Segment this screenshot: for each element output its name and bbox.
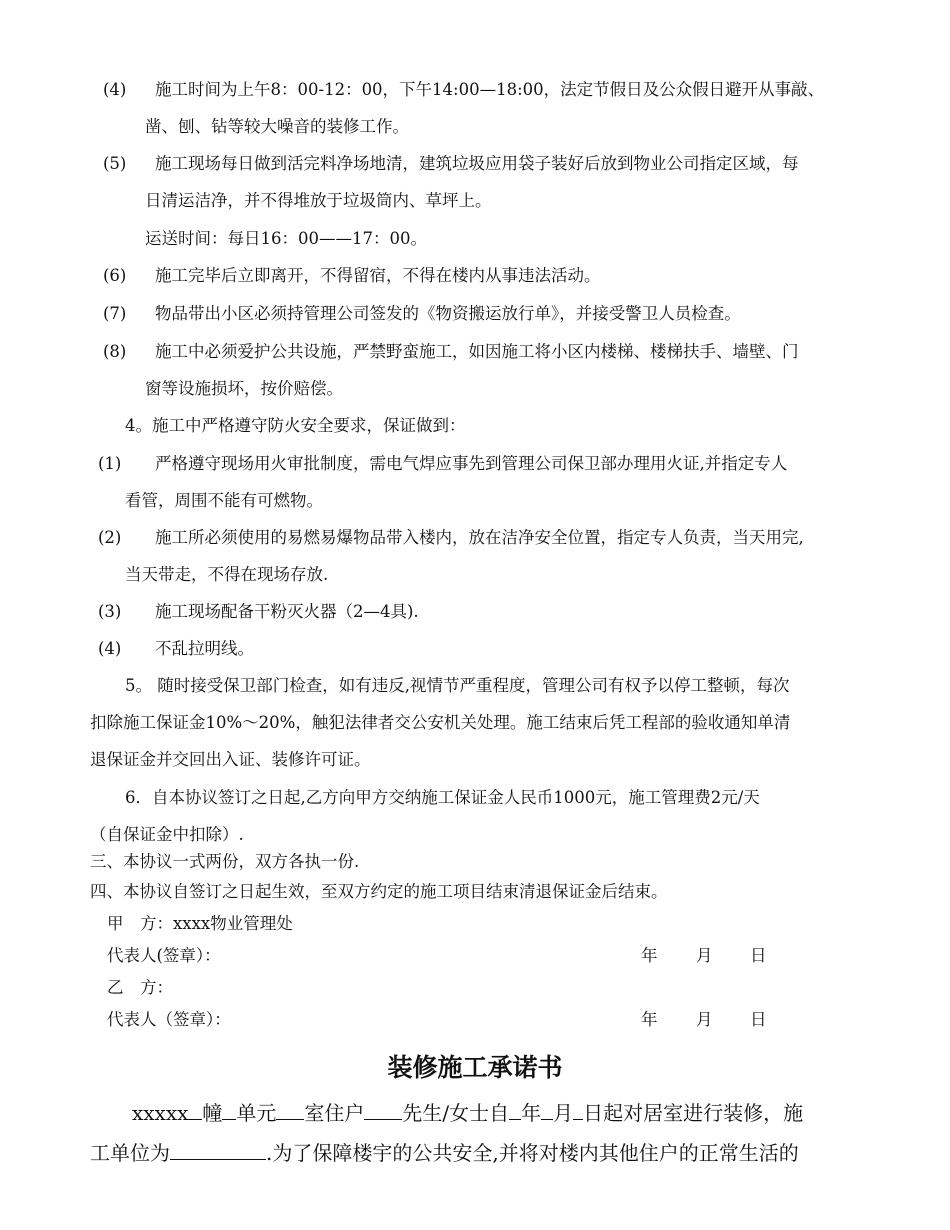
contractor-blank[interactable] bbox=[170, 1141, 266, 1160]
rep-a-signature: 代表人(签章）： bbox=[107, 946, 221, 965]
pledge-paragraph-line-2 bbox=[90, 1140, 799, 1166]
item-text: 当天带走，不得在现场存放. bbox=[125, 565, 329, 584]
year-label: 年 bbox=[641, 1010, 658, 1029]
pledge-paragraph-line-1 bbox=[132, 1100, 803, 1126]
item-number: (5) bbox=[103, 154, 127, 173]
clause-3: 三、本协议一式两份，双方各执一份. bbox=[90, 852, 360, 871]
blank-field[interactable] bbox=[509, 1101, 521, 1120]
blank-field[interactable] bbox=[188, 1101, 202, 1120]
section-5-line: 扣除施工保证金10%～20%，触犯法律者交公安机关处理。施工结束后凭工程部的验收通知单清 bbox=[90, 713, 791, 732]
item-number: (2) bbox=[98, 528, 122, 547]
pledge-text: 日起对居室进行装修，施 bbox=[583, 1101, 804, 1125]
blank-field[interactable] bbox=[541, 1101, 553, 1120]
rep-b-signature: 代表人（签章）： bbox=[107, 1010, 231, 1029]
item-text: 施工现场配备干粉灭火器（2—4具). bbox=[155, 602, 419, 621]
day-label: 日 bbox=[750, 1010, 767, 1029]
day-label: 日 bbox=[750, 946, 767, 965]
pledge-text: 年 bbox=[521, 1101, 542, 1125]
item-text: 看管，周围不能有可燃物。 bbox=[125, 491, 323, 510]
section-5-line: 退保证金并交回出入证、装修许可证。 bbox=[90, 750, 371, 769]
item-text: 施工时间为上午8：00-12：00，下午14:00—18:00，法定节假日及公众假日避开从事敲、 bbox=[155, 80, 825, 99]
blank-field[interactable] bbox=[573, 1101, 583, 1120]
item-text: 日清运洁净，并不得堆放于垃圾筒内、草坪上。 bbox=[145, 191, 492, 210]
blank-field[interactable] bbox=[222, 1101, 236, 1120]
month-label: 月 bbox=[696, 946, 713, 965]
clause-4: 四、本协议自签订之日起生效，至双方约定的施工项目结束清退保证金后结束。 bbox=[90, 882, 668, 901]
month-label: 月 bbox=[696, 1010, 713, 1029]
section-6-line: （自保证金中扣除）. bbox=[90, 825, 244, 844]
pledge-text: 工单位为 bbox=[90, 1141, 170, 1165]
blank-field[interactable] bbox=[276, 1101, 304, 1120]
item-number: (8) bbox=[103, 342, 127, 361]
blank-field[interactable] bbox=[364, 1101, 402, 1120]
party-b: 乙 方： bbox=[107, 978, 173, 997]
party-a: 甲 方：xxxx物业管理处 bbox=[107, 914, 293, 933]
section-6-line: 6．自本协议签订之日起,乙方向甲方交纳施工保证金人民币1000元，施工管理费2元/天 bbox=[125, 788, 760, 807]
pledge-text: 月 bbox=[553, 1101, 574, 1125]
pledge-title: 装修施工承诺书 bbox=[387, 1053, 563, 1082]
item-number: (3) bbox=[98, 602, 122, 621]
item-number: (6) bbox=[103, 266, 127, 285]
item-number: (7) bbox=[103, 304, 127, 323]
pledge-text: 幢 bbox=[202, 1101, 223, 1125]
section-5-line: 5。 随时接受保卫部门检查，如有违反,视情节严重程度，管理公司有权予以停工整顿，每次 bbox=[125, 676, 790, 695]
pledge-text: 室住户 bbox=[304, 1101, 365, 1125]
item-number: (4) bbox=[98, 639, 122, 658]
pledge-text: .为了保障楼宇的公共安全,并将对楼内其他住户的正常生活的 bbox=[266, 1141, 799, 1165]
item-text: 窗等设施损坏，按价赔偿。 bbox=[145, 379, 343, 398]
item-text: 不乱拉明线。 bbox=[155, 639, 254, 658]
year-label: 年 bbox=[641, 946, 658, 965]
pledge-text: xxxxx bbox=[132, 1101, 189, 1125]
item-text: 施工中必须爱护公共设施，严禁野蛮施工，如因施工将小区内楼梯、楼梯扶手、墙壁、门 bbox=[155, 342, 799, 361]
section-4-heading: 4。施工中严格遵守防火安全要求，保证做到： bbox=[125, 416, 466, 435]
item-text: 物品带出小区必须持管理公司签发的《物资搬运放行单》，并接受警卫人员检查。 bbox=[155, 304, 741, 323]
item-text: 施工现场每日做到活完料净场地清，建筑垃圾应用袋子装好后放到物业公司指定区域，每 bbox=[155, 154, 799, 173]
item-text: 施工所必须使用的易燃易爆物品带入楼内，放在洁净安全位置，指定专人负责，当天用完, bbox=[155, 528, 804, 547]
item-number: (1) bbox=[98, 454, 122, 473]
transport-time-note: 运送时间：每日16：00——17：00。 bbox=[145, 229, 427, 248]
pledge-text: 单元 bbox=[236, 1101, 277, 1125]
item-text: 严格遵守现场用火审批制度，需电气焊应事先到管理公司保卫部办理用火证,并指定专人 bbox=[155, 454, 788, 473]
pledge-text: 先生/女士自 bbox=[402, 1101, 510, 1125]
item-text: 施工完毕后立即离开，不得留宿，不得在楼内从事违法活动。 bbox=[155, 266, 601, 285]
item-number: (4) bbox=[103, 80, 127, 99]
item-text: 凿、刨、钻等较大噪音的装修工作。 bbox=[145, 117, 409, 136]
